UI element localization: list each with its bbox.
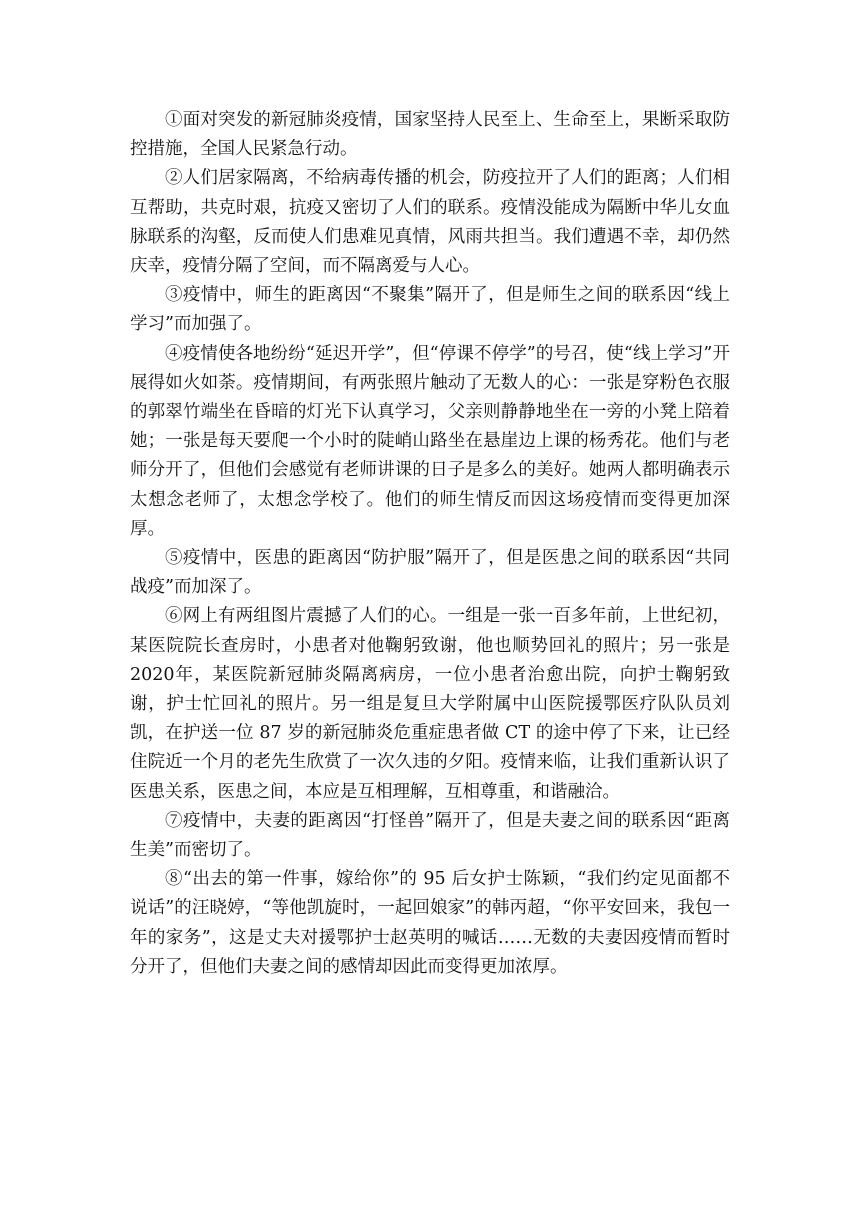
document-body	[130, 106, 730, 982]
paragraph-1: ①面对突发的新冠肺炎疫情，国家坚持人民至上、生命至上，果断采取防控措施，全国人民紧急行动。	[130, 110, 730, 160]
paragraph-8: ⑧“出去的第一件事，嫁给你”的 95 后女护士陈颖，“我们约定见面都不说话”的汪晓婷，“等他凯旋时，一起回娘家”的韩丙超，“你平安回来，我包一年的家务”，这是丈夫对援鄂护士赵英明的喊话……无数的夫妻因疫情而暂时分开了，但他们夫妻之间的感情却因此而变得更加浓厚。	[130, 869, 730, 977]
paragraph-3: ③疫情中，师生的距离因“不聚集”隔开了，但是师生之间的联系因“线上学习”而加强了。	[130, 285, 730, 335]
paragraph-7: ⑦疫情中，夫妻的距离因“打怪兽”隔开了，但是夫妻之间的联系因“距离生美”而密切了。	[130, 810, 730, 861]
paragraph-4: ④疫情使各地纷纷“延迟开学”，但“停课不停学”的号召，使“线上学习”开展得如火如荼。疫情期间，有两张照片触动了无数人的心：一张是穿粉色衣服的郭翠竹端坐在昏暗的灯光下认真学习，父亲则静静地坐在一旁的小凳上陪着她；一张是每天要爬一个小时的陡峭山路坐在悬崖边上课的杨秀花。他们与老师分开了，但他们会感觉有老师讲课的日子是多么的美好。她两人都明确表示太想念老师了，太想念学校了。他们的师生情反而因这场疫情而变得更加深厚。	[130, 343, 730, 539]
paragraph-2: ②人们居家隔离，不给病毒传播的机会，防疫拉开了人们的距离；人们相互帮助，共克时艰，抗疫又密切了人们的联系。疫情没能成为隔断中华儿女血脉联系的沟壑，反而使人们患难见真情，风雨共担当。我们遭遇不幸，却仍然庆幸，疫情分隔了空间，而不隔离爱与人心。	[130, 168, 730, 277]
paragraph-5: ⑤疫情中，医患的距离因“防护服”隔开了，但是医患之间的联系因“共同战疫”而加深了。	[130, 548, 730, 598]
paragraph-6: ⑥网上有两组图片震撼了人们的心。一组是一张一百多年前，上世纪初，某医院院长查房时，小患者对他鞠躬致谢，他也顺势回礼的照片；另一张是 2020年，某医院新冠肺炎隔离病房，一位小患者治愈出院，向护士鞠躬致谢，护士忙回礼的照片。另一组是复旦大学附属中山医院援鄂医疗队队员刘凯，在护送一位 87 岁的新冠肺炎危重症患者做 CT 的途中停了下来，让已经住院近一个月的老先生欣赏了一次久违的夕阳。疫情来临，让我们重新认识了医患关系，医患之间，本应是互相理解，互相尊重，和谐融洽。	[130, 606, 730, 802]
